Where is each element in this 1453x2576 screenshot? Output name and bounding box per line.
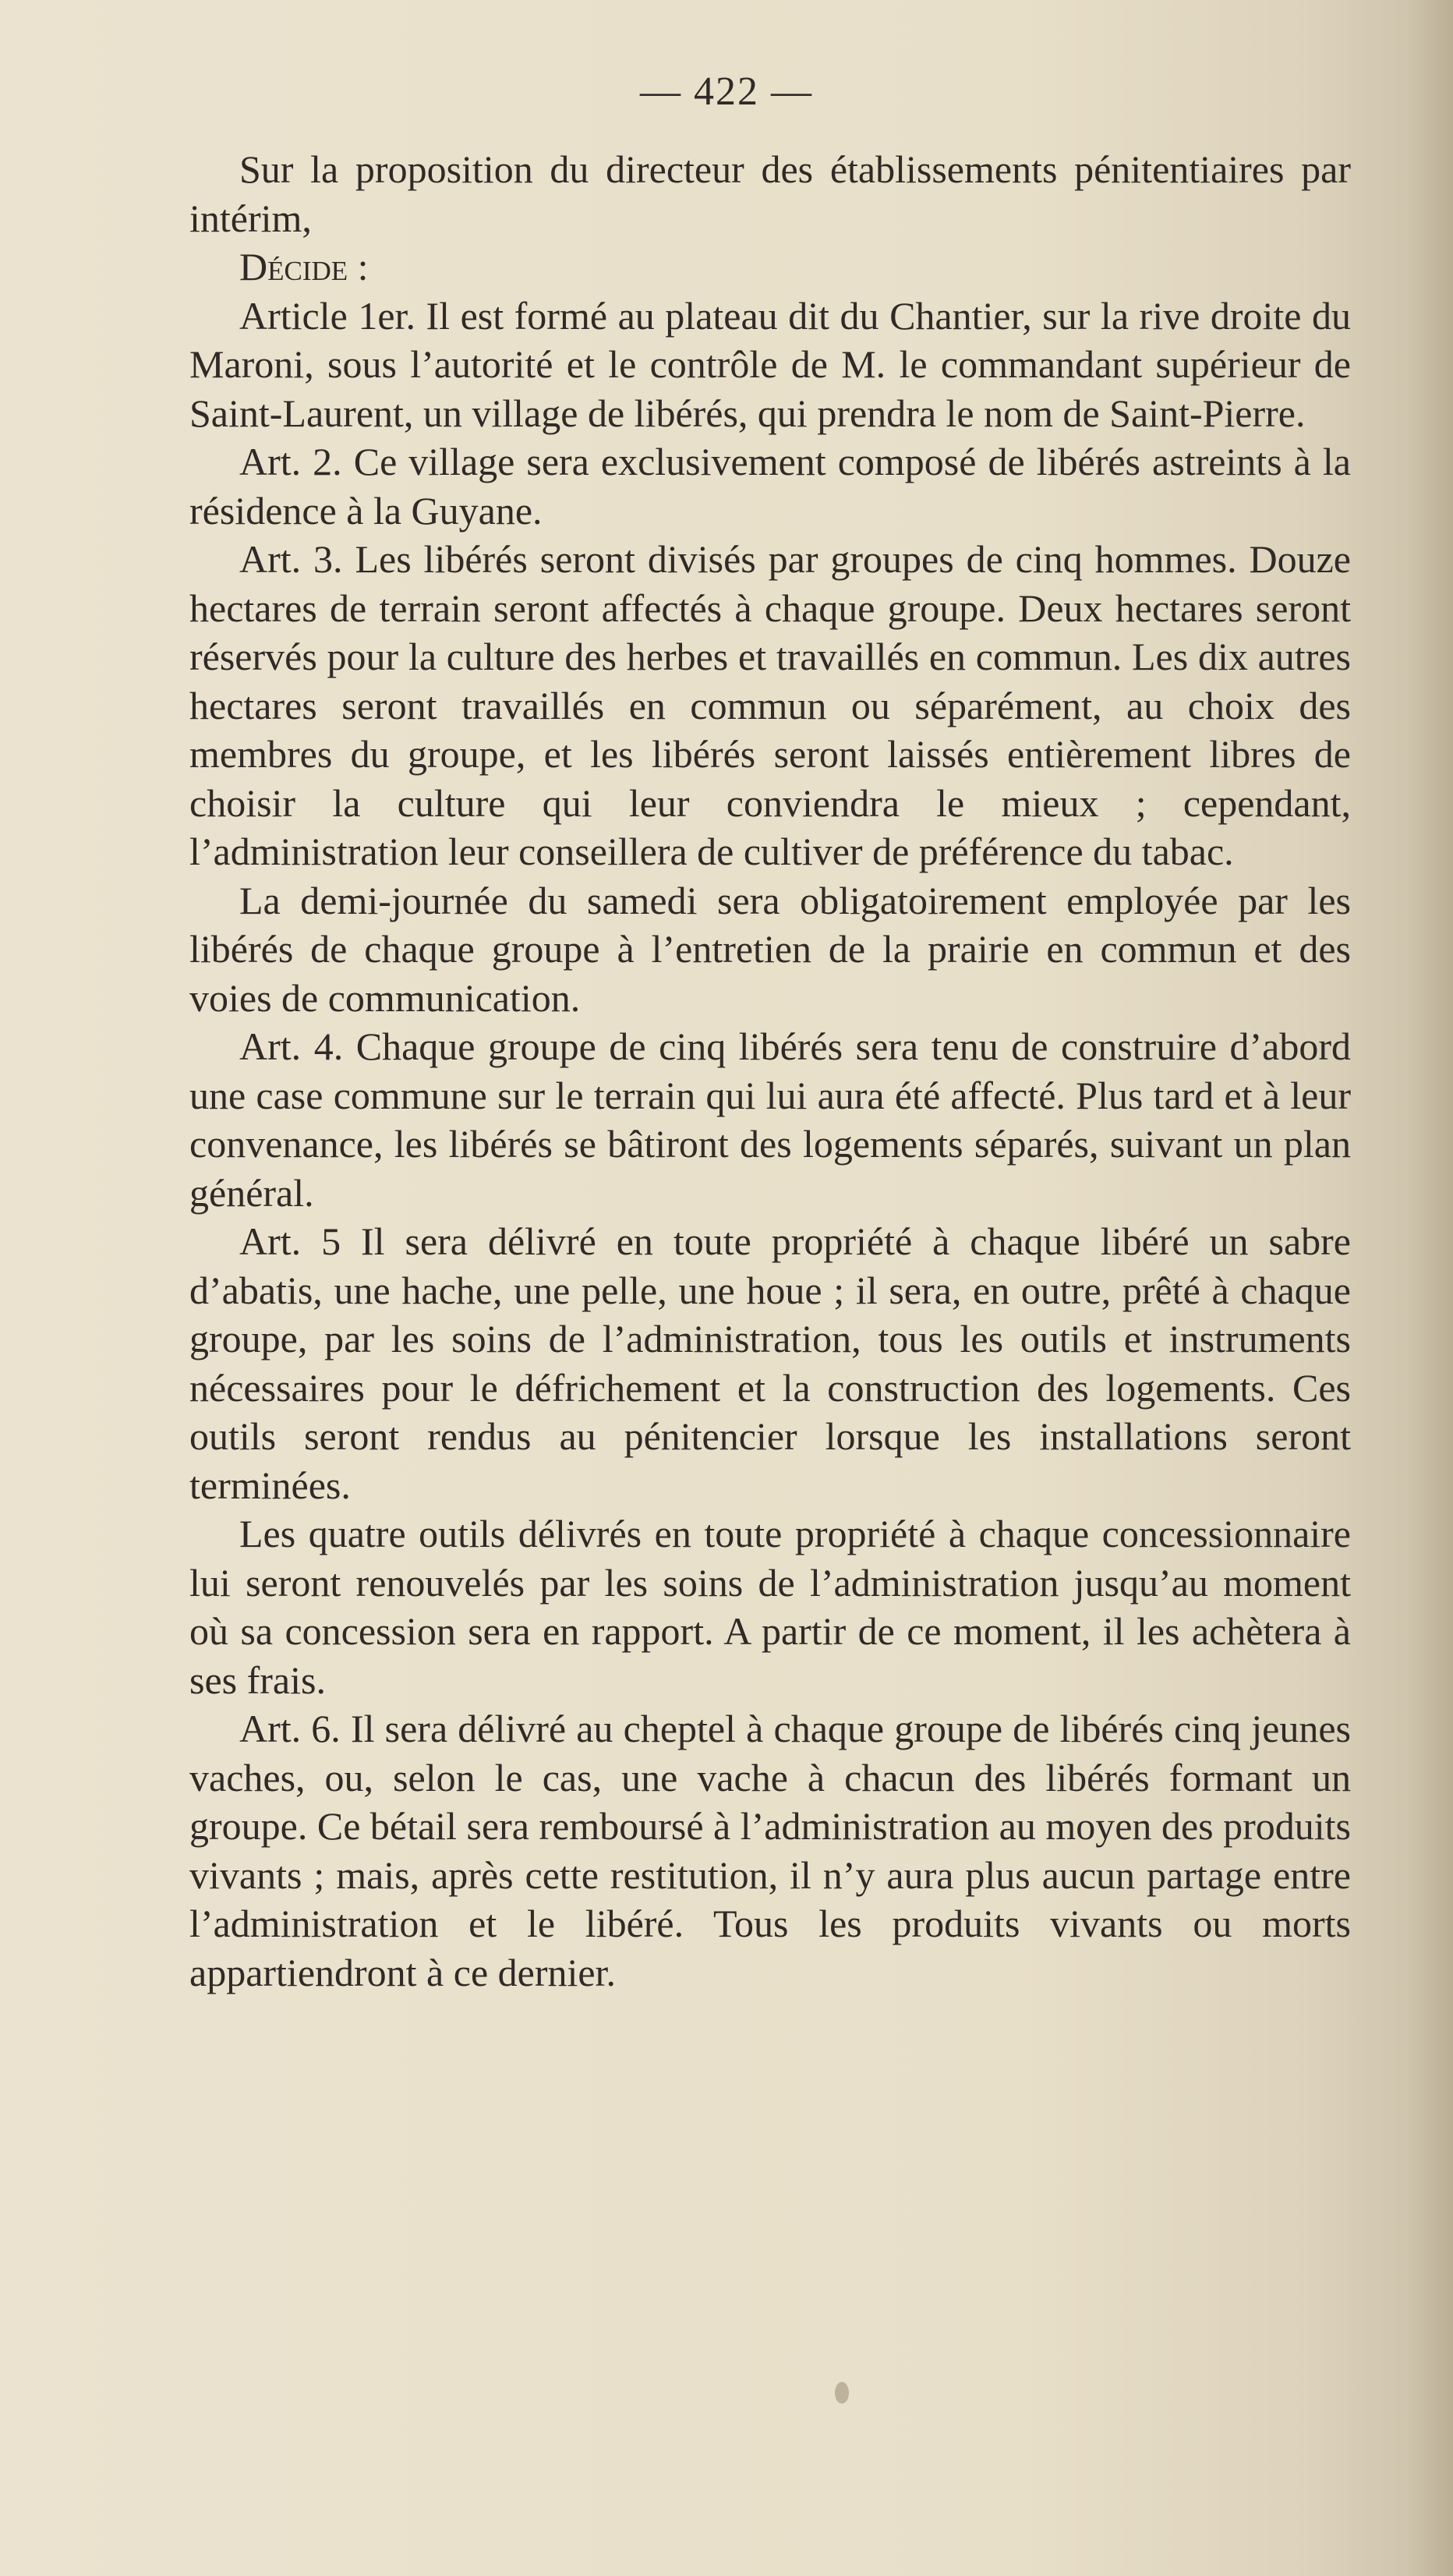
page-edge-shadow [1406, 0, 1453, 2576]
paragraph-article-6: Art. 6. Il sera délivré au cheptel à chaque groupe de libérés cinq jeunes vaches, ou, selon le cas, une vache à chacun des libérés formant un groupe. Ce bétail sera remboursé à l’administration au moyen des produits vivants ; mais, après cette restitution, il n’y aura plus aucun partage entre l’administration et le libéré. Tous les produits vivants ou morts appartiendront à ce dernier. [189, 1707, 1351, 1994]
paragraph-decide: Décide : [239, 245, 369, 288]
paragraph-article-3: Art. 3. Les libérés seront divisés par groupes de cinq hommes. Douze hectares de terrain seront affectés à chaque groupe. Deux hectares seront réservés pour la culture des herbes et travaillés en commun. Les dix autres hectares seront travaillés en commun ou séparément, au choix des membres du groupe, et les libérés seront laissés entièrement libres de choisir la culture qui leur conviendra le mieux ; cependant, l’administration leur conseillera de cultiver de préférence du tabac. [189, 537, 1351, 873]
paragraph-article-4: Art. 4. Chaque groupe de cinq libérés sera tenu de construire d’abord une case commune sur le terrain qui lui aura été affecté. Plus tard et à leur convenance, les libérés se bâtiront des logements séparés, suivant un plan général. [189, 1024, 1351, 1215]
paragraph-preamble: Sur la proposition du directeur des établissements pénitentiaires par intérim, [189, 147, 1351, 240]
paragraph-saturday: La demi-journée du samedi sera obligatoirement employée par les libérés de chaque groupe à l’entretien de la prairie en commun et des voies de communication. [189, 878, 1351, 1020]
ink-spot [835, 2382, 849, 2404]
paragraph-tools: Les quatre outils délivrés en toute propriété à chaque concessionnaire lui seront renouvelés par les soins de l’administration jusqu’au moment où sa concession sera en rapport. A partir de ce moment, il les achètera à ses frais. [189, 1512, 1351, 1702]
body-text [189, 145, 1351, 1997]
paragraph-article-5: Art. 5 Il sera délivré en toute propriété à chaque libéré un sabre d’abatis, une hache, une pelle, une houe ; il sera, en outre, prêté à chaque groupe, par les soins de l’administration, tous les outils et instruments nécessaires pour le défrichement et la construction des logements. Ces outils seront rendus au pénitencier lorsque les installations seront terminées. [189, 1219, 1351, 1507]
page-number: — 422 — [640, 69, 813, 114]
paragraph-article-1: Article 1er. Il est formé au plateau dit du Chantier, sur la rive droite du Maroni, sous l’autorité et le contrôle de M. le commandant supérieur de Saint-Laurent, un village de libérés, qui prendra le nom de Saint-Pierre. [189, 293, 1351, 435]
paragraph-article-2: Art. 2. Ce village sera exclusivement composé de libérés astreints à la résidence à la Guyane. [189, 440, 1351, 533]
